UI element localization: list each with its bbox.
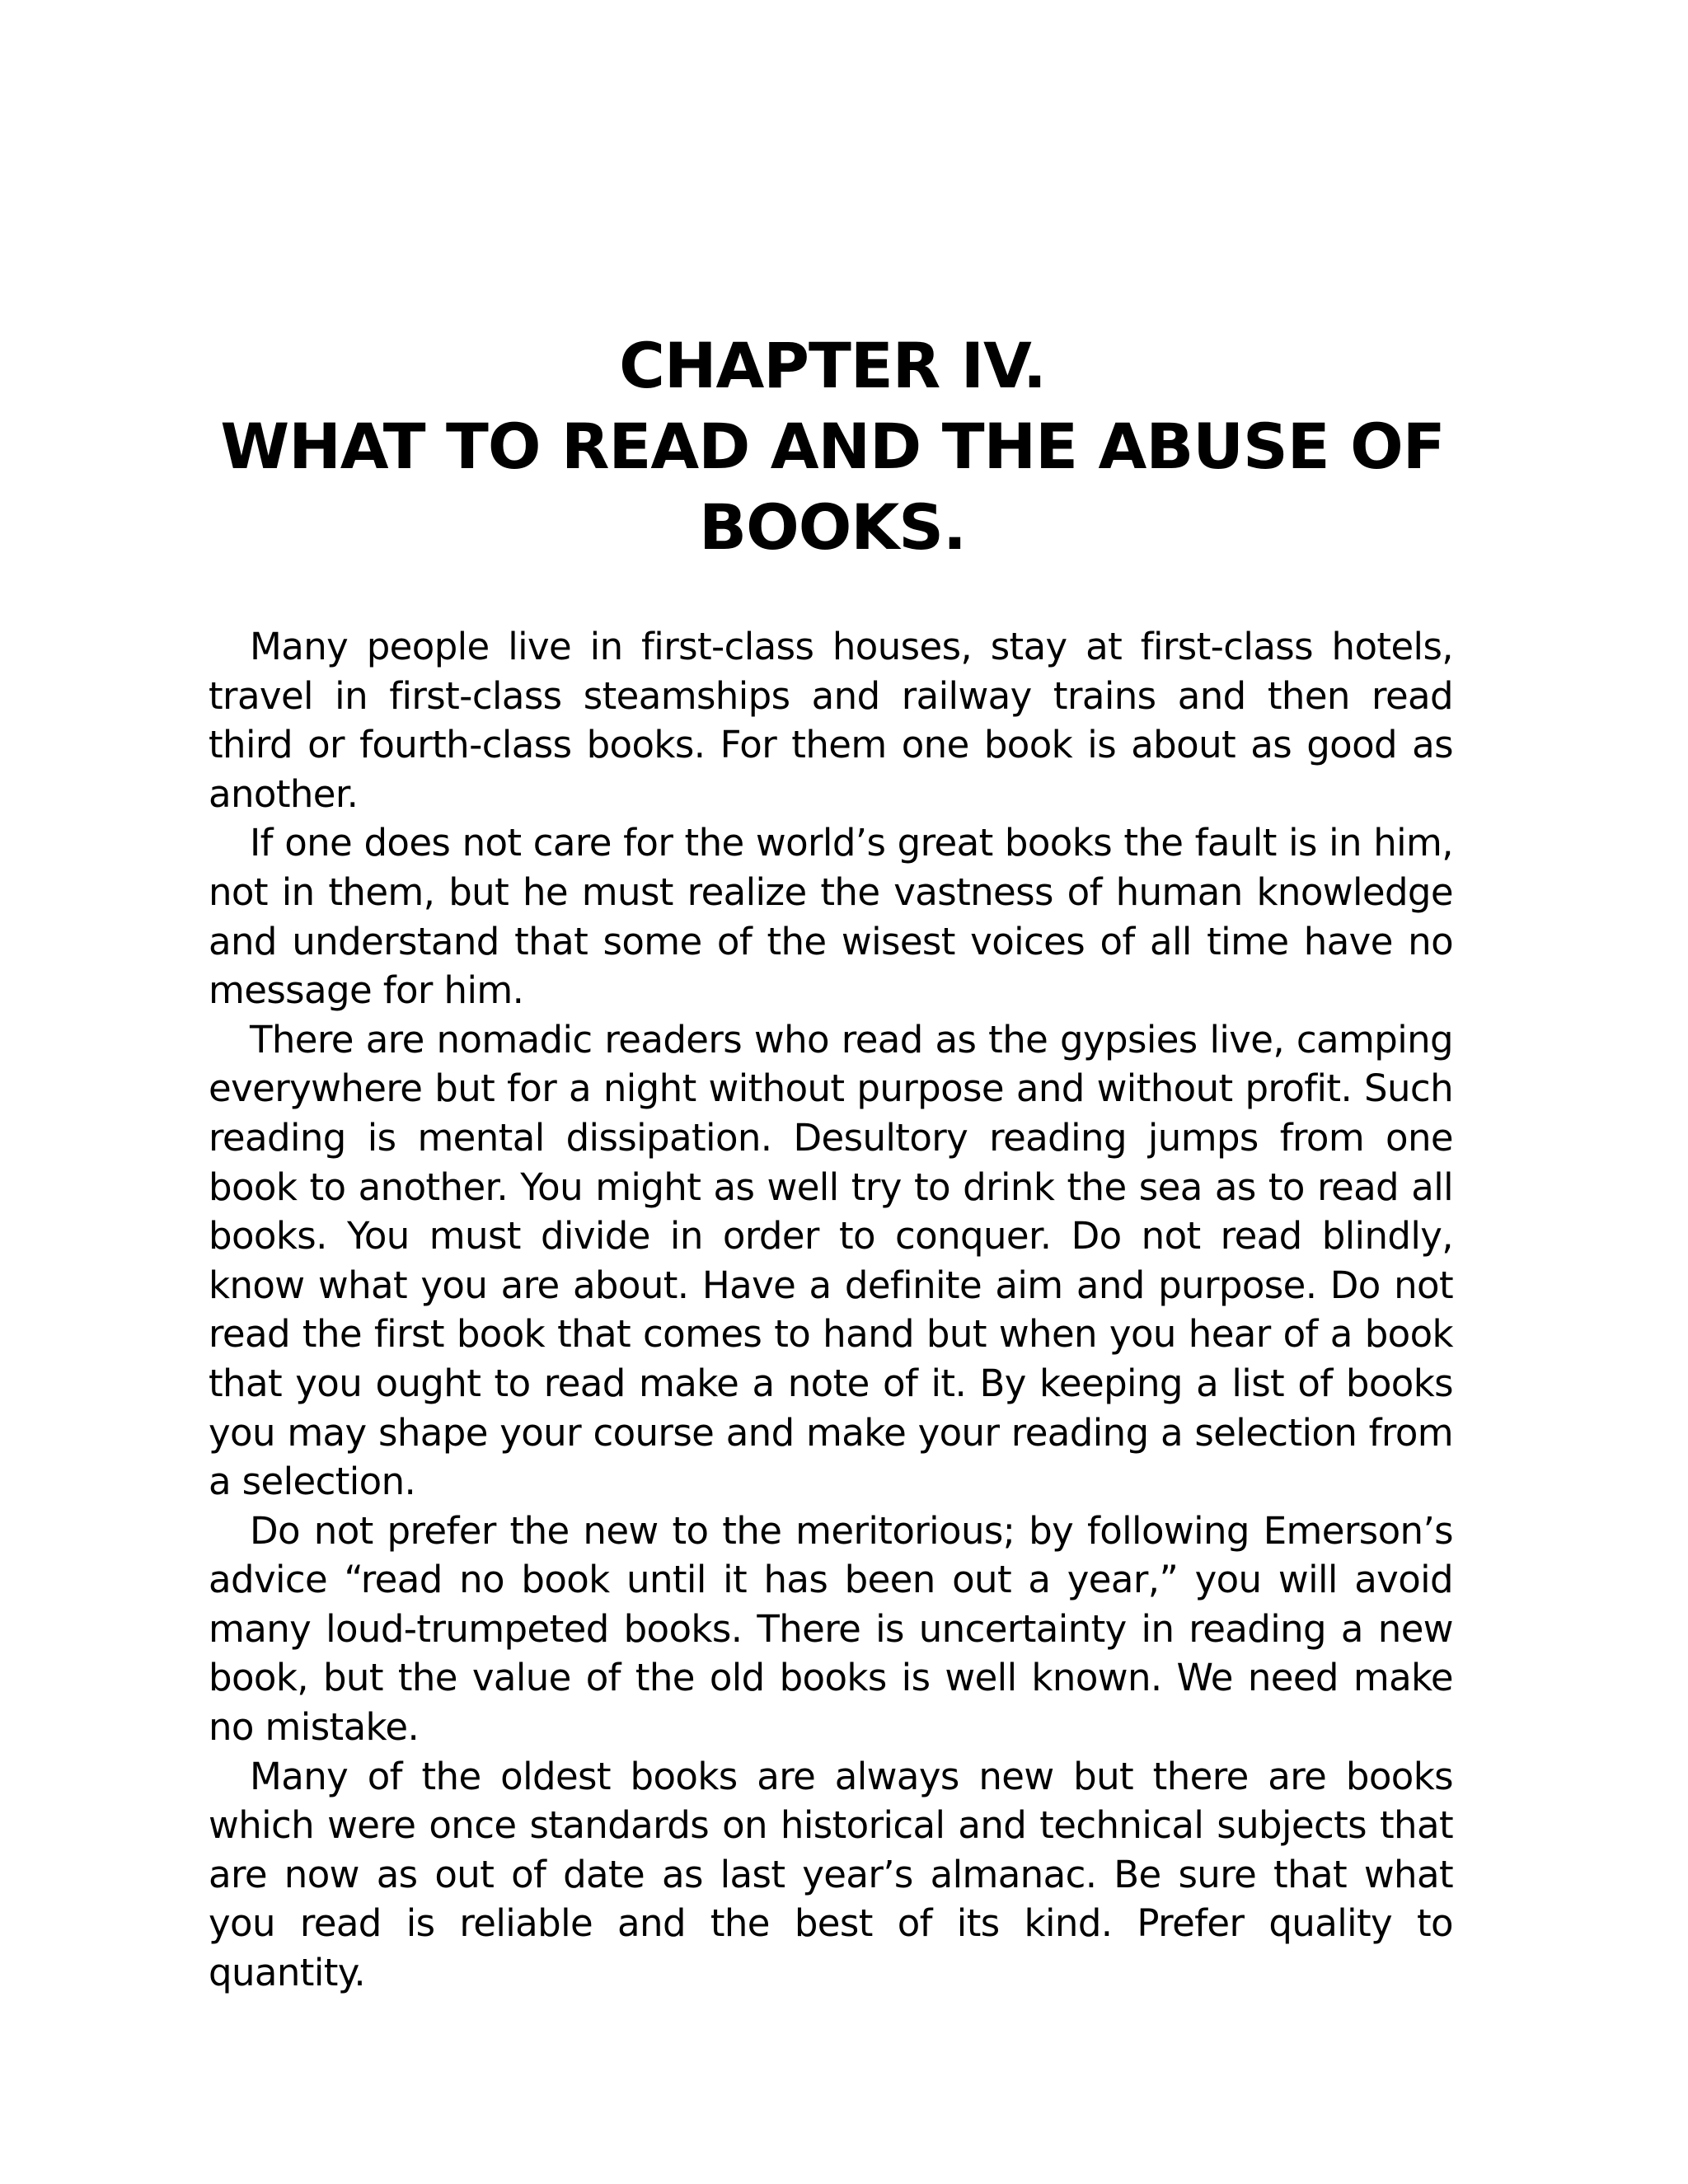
paragraph: There are nomadic readers who read as the gypsies live, camping everywhere but for a night without purpose and without profit. Such reading is mental dissipation. Desultory reading jumps from one book to another. You might as well try to drink the sea as to read all books. You must divide in order to conquer. Do not read blindly, know what you are about. Have a definite aim and purpose. Do not read the first book that comes to hand but when you hear of a book that you ought to read make a note of it. By keeping a list of books you may shape your course and make your reading a selection from a selection. xyxy=(209,1017,1453,1504)
paragraph: Many of the oldest books are always new but there are books which were once standards on historical and technical subjects that are now as out of date as last year’s almanac. Be sure that what you read is reliable and the best of its kind. Prefer quality to quantity. xyxy=(209,1754,1453,1995)
chapter-heading xyxy=(206,326,1459,568)
chapter-title-line-2: BOOKS. xyxy=(699,490,966,564)
paragraph: If one does not care for the world’s great books the fault is in him, not in them, but he must realize the vastness of human knowledge and understand that some of the wisest voices of all time have no message for him. xyxy=(209,821,1453,1013)
paragraph: Many people live in first-class houses, stay at first-class hotels, travel in first-class steamships and railway trains and then read third or fourth-class books. For them one book is about as good as another. xyxy=(209,625,1453,816)
chapter-body xyxy=(209,622,1453,1998)
chapter-title-line-1: WHAT TO READ AND THE ABUSE OF xyxy=(220,410,1445,483)
paragraph: Do not prefer the new to the meritorious; by following Emerson’s advice “read no book until it has been out a year,” you will avoid many loud-trumpeted books. There is uncertainty in reading a new book, but the value of the old books is well known. We need make no mistake. xyxy=(209,1508,1453,1750)
chapter-number: CHAPTER IV. xyxy=(619,329,1046,402)
